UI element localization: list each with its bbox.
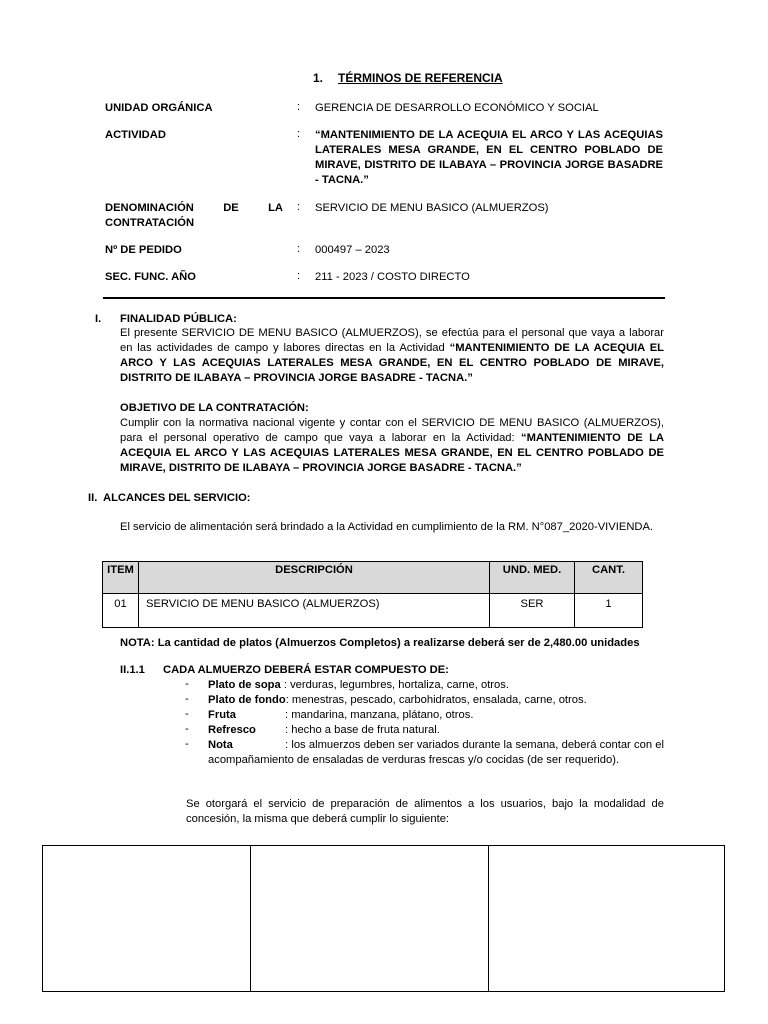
pedido-label: Nº DE PEDIDO	[105, 244, 182, 256]
pedido-value: 000497 – 2023	[315, 244, 390, 256]
list-item-key: Refresco	[208, 724, 256, 736]
subsection-heading: CADA ALMUERZO DEBERÁ ESTAR COMPUESTO DE:	[163, 664, 449, 676]
objetivo-paragraph-bold: “MANTENIMIENTO DE LA ACEQUIA EL ARCO Y LAS ACEQUIAS LATERALES MESA GRANDE, EN EL CENTRO POBLADO DE MIRAVE, DISTRITO DE ILABAYA – PROVINCIA JORGE BASADRE - TACNA.”	[120, 432, 664, 474]
section1-heading: FINALIDAD PÚBLICA:	[120, 313, 237, 325]
list-item-text: : verduras, legumbres, hortaliza, carne, otros.	[280, 679, 509, 691]
objetivo-paragraph-normal: Cumplir con la normativa nacional vigente y contar con el SERVICIO DE MENU BASICO (ALMUERZOS), para el personal operativo de campo que vaya a laborar en la Actividad:	[120, 417, 664, 444]
list-item	[208, 693, 664, 708]
table-cell-cant: 1	[575, 594, 643, 628]
section1-number: I.	[95, 313, 102, 325]
table-cell-descripcion: SERVICIO DE MENU BASICO (ALMUERZOS)	[139, 594, 490, 628]
list-item-text: : hecho a base de fruta natural.	[285, 724, 440, 736]
denominacion-label-text: DENOMINACIÓN DE LA CONTRATACIÓN	[105, 202, 283, 229]
list-item-key: Nota	[208, 739, 233, 751]
title-number: 1.	[313, 71, 324, 85]
section2-number: II.	[88, 492, 98, 504]
table-header-item: ITEM	[103, 562, 139, 594]
service-table	[102, 561, 643, 628]
section2-intro: El servicio de alimentación será brindado a la Actividad en cumplimiento de la RM. N°087_2020-VIVIENDA.	[120, 521, 654, 533]
actividad-label: ACTIVIDAD	[105, 129, 166, 141]
bullet-dash: -	[185, 738, 189, 750]
list-item	[208, 738, 664, 768]
list-item-text: : menestras, pescado, carbohidratos, ensalada, carne, otros.	[285, 694, 587, 706]
table-header-und-med: UND. MED.	[490, 562, 575, 594]
section2-heading: ALCANCES DEL SERVICIO:	[103, 492, 251, 504]
colon: :	[297, 128, 301, 140]
actividad-value: “MANTENIMIENTO DE LA ACEQUIA EL ARCO Y LAS ACEQUIAS LATERALES MESA GRANDE, EN EL CENTRO POBLADO DE MIRAVE, DISTRITO DE ILABAYA – PROVINCIA JORGE BASADRE - TACNA.”	[315, 129, 663, 186]
unidad-label: UNIDAD ORGÁNICA	[105, 102, 213, 114]
bullet-dash: -	[185, 708, 189, 720]
table-row	[103, 594, 643, 628]
bullet-dash: -	[185, 693, 189, 705]
section1-paragraph-normal: El presente SERVICIO DE MENU BASICO (ALMUERZOS), se efectúa para el personal que vaya a laborar en las actividades de campo y labores directas en la Actividad	[120, 327, 664, 354]
table-cell-item: 01	[103, 594, 139, 628]
page-title: TÉRMINOS DE REFERENCIA	[338, 71, 503, 85]
section1-paragraph-bold: “MANTENIMIENTO DE LA ACEQUIA EL ARCO Y LAS ACEQUIAS LATERALES MESA GRANDE, EN EL CENTRO POBLADO DE MIRAVE, DISTRITO DE ILABAYA – PROVINCIA JORGE BASADRE - TACNA.”	[120, 342, 664, 384]
list-item-key: Plato de fondo	[208, 694, 286, 706]
colon: :	[297, 243, 301, 255]
colon: :	[297, 201, 301, 213]
subsection-number: II.1.1	[120, 664, 145, 676]
section1-paragraph	[120, 326, 664, 386]
unidad-value: GERENCIA DE DESARROLLO ECONÓMICO Y SOCIAL	[315, 102, 599, 114]
list-item	[208, 708, 664, 723]
list-item-key: Plato de sopa	[208, 679, 281, 691]
list-item	[208, 723, 664, 738]
bottom-table-divider	[488, 846, 489, 991]
colon: :	[297, 270, 301, 282]
list-item	[208, 678, 664, 693]
nota-cantidad: NOTA: La cantidad de platos (Almuerzos Completos) a realizarse deberá ser de 2,480.00 unidades	[120, 637, 640, 649]
colon: :	[297, 101, 301, 113]
bullet-dash: -	[185, 678, 189, 690]
bottom-table-divider	[250, 846, 251, 991]
denominacion-label	[105, 201, 283, 231]
list-item-text: : los almuerzos deben ser variados durante la semana, deberá contar con el acompañamiento de ensaladas de verduras frescas y/o cocidas (de ser requerido).	[208, 739, 664, 766]
header-divider	[103, 297, 665, 299]
table-header-descripcion: DESCRIPCIÓN	[139, 562, 490, 594]
denominacion-value: SERVICIO DE MENU BASICO (ALMUERZOS)	[315, 202, 549, 214]
objetivo-heading: OBJETIVO DE LA CONTRATACIÓN:	[120, 402, 309, 414]
secfunc-value: 211 - 2023 / COSTO DIRECTO	[315, 271, 470, 283]
list-item-text: : mandarina, manzana, plátano, otros.	[285, 709, 474, 721]
table-header-cant: CANT.	[575, 562, 643, 594]
closing-paragraph: Se otorgará el servicio de preparación de alimentos a los usuarios, bajo la modalidad de concesión, la misma que deberá cumplir lo siguiente:	[186, 798, 664, 825]
list-item-key: Fruta	[208, 709, 236, 721]
secfunc-label: SEC. FUNC. AÑO	[105, 271, 196, 283]
bullet-dash: -	[185, 723, 189, 735]
bottom-table	[42, 845, 725, 992]
objetivo-paragraph	[120, 416, 664, 476]
table-cell-und-med: SER	[490, 594, 575, 628]
table-header-row	[103, 562, 643, 594]
